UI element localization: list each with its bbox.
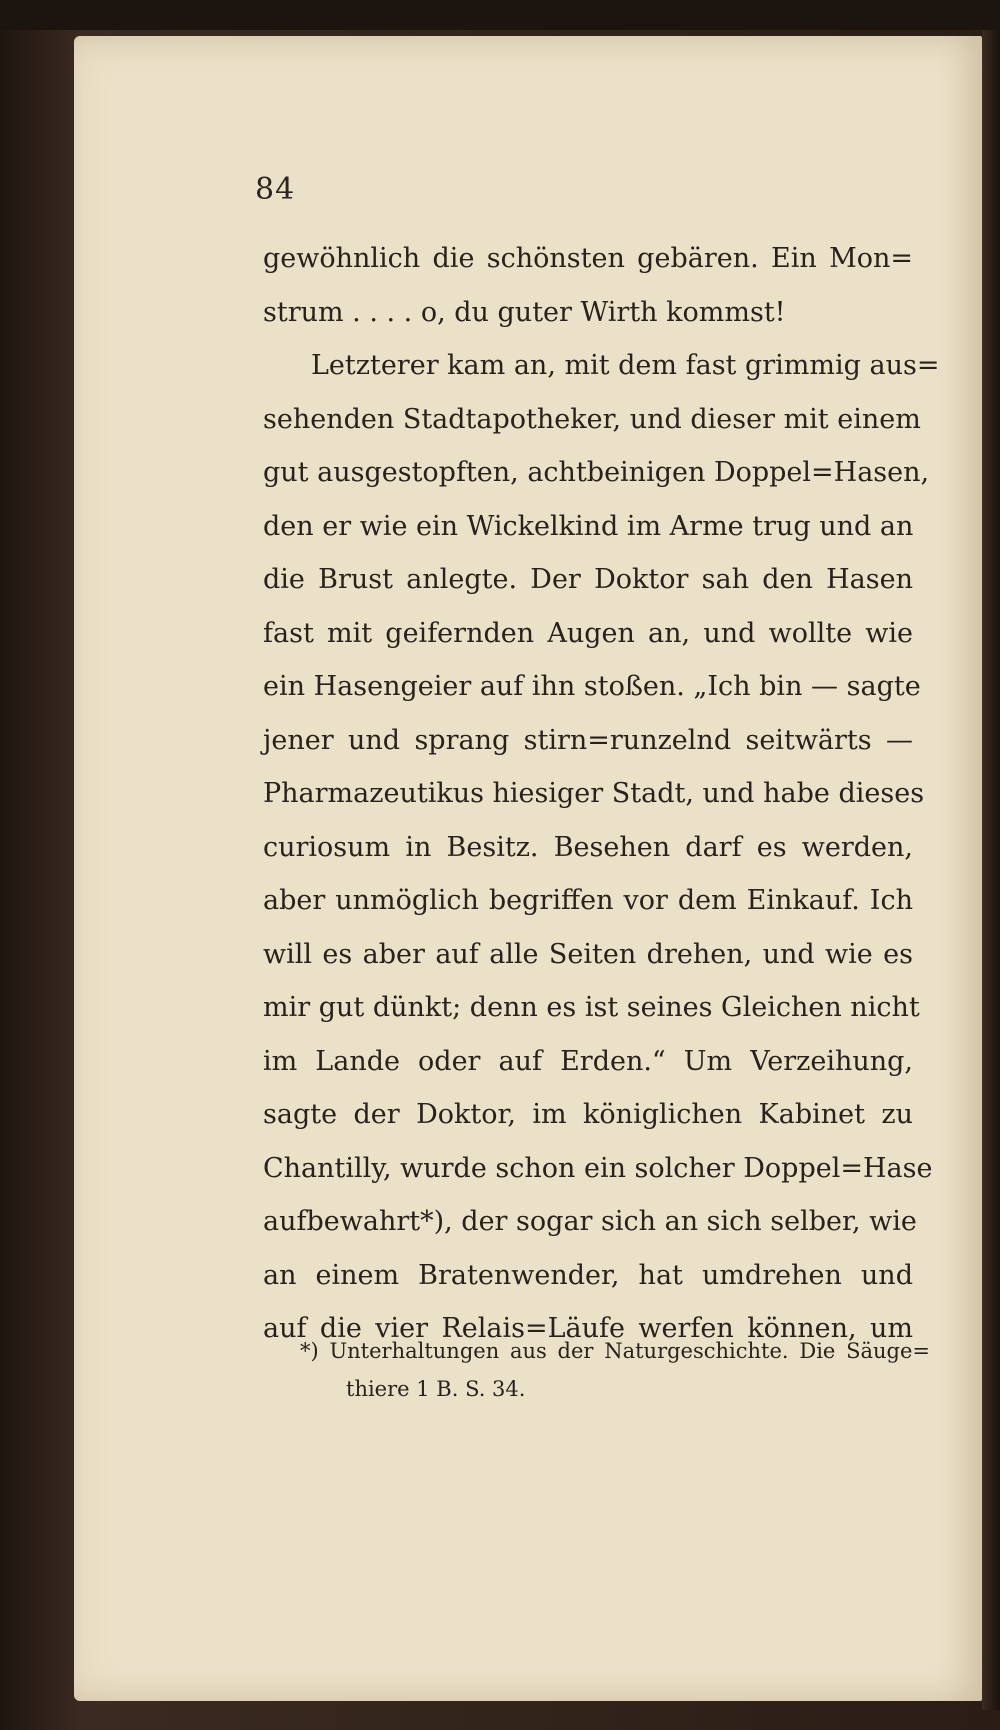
text-line: curiosum in Besitz. Besehen darf es werden, [263,831,913,863]
book-spine-edge [982,30,1000,1710]
text-line: fast mit geifernden Augen an, und wollte wie [263,617,913,649]
footnote-line: thiere 1 B. S. 34. [346,1377,526,1401]
text-line: auf die vier Relais=Läufe werfen können, um [263,1313,913,1344]
text-line: jener und sprang stirn=runzelnd seitwärts — [263,724,913,756]
text-line: sehenden Stadtapotheker, und dieser mit einem [263,403,921,435]
body-text [263,232,940,1356]
text-line: will es aber auf alle Seiten drehen, und wie es [263,938,913,970]
text-line: Chantilly, wurde schon ein solcher Doppel=Hase [263,1152,933,1184]
text-line: sagte der Doktor, im königlichen Kabinet zu [263,1099,913,1130]
text-line: mir gut dünkt; denn es ist seines Gleichen nicht [263,992,920,1023]
text-line: strum . . . . o, du guter Wirth kommst! [263,296,786,328]
footnote-line: *) Unterhaltungen aus der Naturgeschichte. Die Säuge= [300,1339,930,1363]
text-line: aber unmöglich begriffen vor dem Einkauf. Ich [263,885,913,916]
text-line: den er wie ein Wickelkind im Arme trug und an [263,510,914,542]
footnote [300,1332,930,1408]
text-line: Letzterer kam an, mit dem fast grimmig aus= [311,350,940,381]
text-line: an einem Bratenwender, hat umdrehen und [263,1259,913,1291]
text-line: die Brust anlegte. Der Doktor sah den Hasen [263,564,913,595]
text-line: Pharmazeutikus hiesiger Stadt, und habe dieses [263,778,925,809]
scan-top-edge [0,0,1000,30]
page-number: 84 [255,172,296,207]
text-line: ein Hasengeier auf ihn stoßen. „Ich bin — sagte [263,671,921,702]
text-line: gut ausgestopften, achtbeinigen Doppel=Hasen, [263,457,930,488]
text-line: aufbewahrt*), der sogar sich an sich selber, wie [263,1206,917,1237]
text-line: im Lande oder auf Erden.“ Um Verzeihung, [263,1045,913,1077]
text-line: gewöhnlich die schönsten gebären. Ein Mon= [263,243,913,274]
